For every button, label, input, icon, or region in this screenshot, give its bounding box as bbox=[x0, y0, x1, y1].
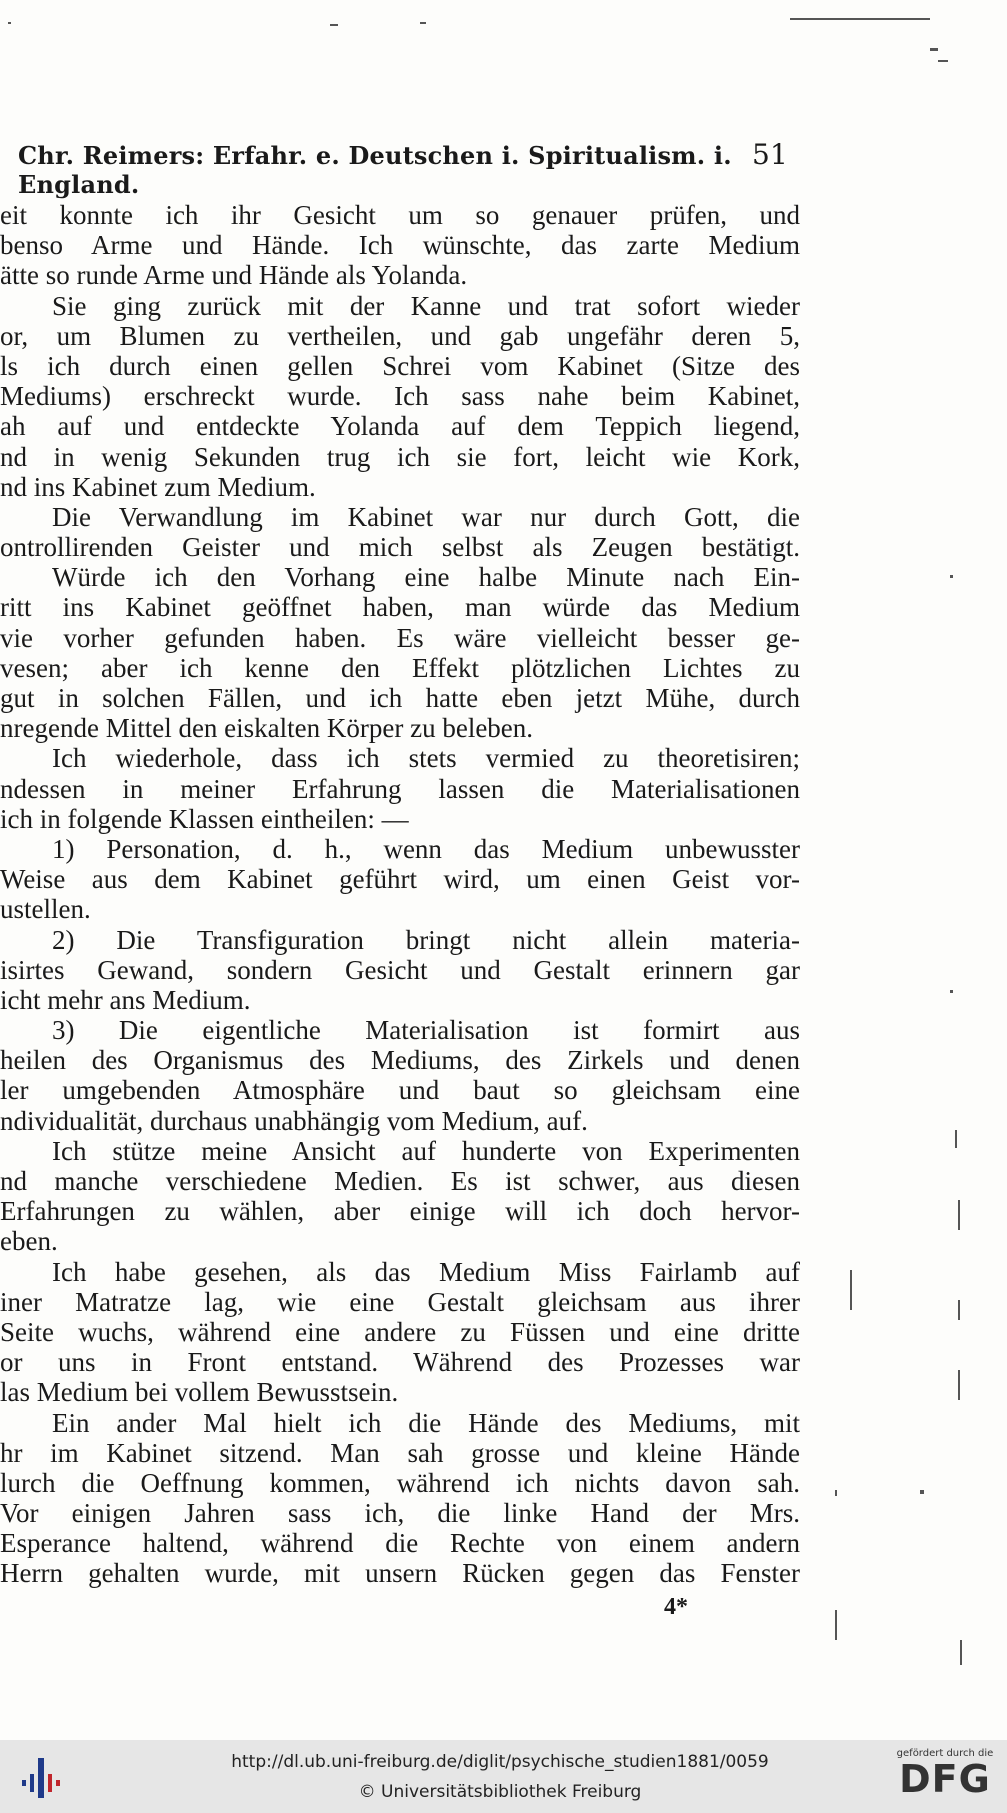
text-line: ndividualität, durchaus unabhängig vom Medium, auf. bbox=[0, 1105, 588, 1136]
dfg-wordmark: DFG bbox=[899, 1757, 991, 1801]
text-line: Sie ging zurück mit der Kanne und trat sofort wieder bbox=[52, 290, 800, 321]
text-line: nd manche verschiedene Medien. Es ist schwer, aus diesen bbox=[0, 1166, 800, 1196]
text-line: Ich wiederhole, dass ich stets vermied zu theoretisiren; bbox=[52, 743, 800, 774]
text-line: Vor einigen Jahren sass ich, die linke Hand der Mrs. bbox=[0, 1498, 800, 1529]
text-line: or uns in Front entstand. Während des Prozesses war bbox=[0, 1347, 800, 1378]
text-line: Ein ander Mal hielt ich die Hände des Mediums, mit bbox=[52, 1407, 800, 1438]
text-line: benso Arme und Hände. Ich wünschte, das zarte Medium bbox=[0, 230, 800, 261]
text-line: 2) Die Transfiguration bringt nicht allein materia- bbox=[52, 924, 800, 955]
text-line: or, um Blumen zu vertheilen, und gab ungefähr deren 5, bbox=[0, 320, 800, 351]
text-line: Seite wuchs, während eine andere zu Füssen und eine dritte bbox=[0, 1316, 800, 1347]
text-line: ätte so runde Arme und Hände als Yolanda. bbox=[0, 260, 468, 291]
text-line: ndessen in meiner Erfahrung lassen die Materialisationen bbox=[0, 773, 800, 804]
text-line: heilen des Organismus des Mediums, des Zirkels und denen bbox=[0, 1045, 800, 1076]
text-line: ontrollirenden Geister und mich selbst als Zeugen bestätigt. bbox=[0, 532, 800, 563]
text-line: ler umgebenden Atmosphäre und baut so gleichsam eine bbox=[0, 1075, 800, 1106]
text-line: isirtes Gewand, sondern Gesicht und Gestalt erinnern gar bbox=[0, 954, 800, 985]
text-line: Herrn gehalten wurde, mit unsern Rücken gegen das Fenster bbox=[0, 1558, 800, 1589]
text-line: lurch die Oeffnung kommen, während ich nichts davon sah. bbox=[0, 1467, 800, 1498]
text-line: nd ins Kabinet zum Medium. bbox=[0, 471, 316, 502]
source-url-link[interactable]: http://dl.ub.uni-freiburg.de/diglit/psychische_studien1881/0059 bbox=[231, 1752, 769, 1772]
text-line: Weise aus dem Kabinet geführt wird, um einen Geist vor- bbox=[0, 864, 800, 895]
text-line: ich in folgende Klassen eintheilen: — bbox=[0, 803, 409, 834]
dfg-funding-note: gefördert durch die bbox=[896, 1748, 994, 1759]
text-line: eit konnte ich ihr Gesicht um so genauer prüfen, und bbox=[0, 200, 800, 230]
page-number: 51 bbox=[751, 138, 788, 171]
text-line: icht mehr ans Medium. bbox=[0, 984, 251, 1015]
library-logo-icon bbox=[18, 1752, 68, 1802]
dfg-logo bbox=[890, 1748, 1000, 1799]
text-line: las Medium bei vollem Bewusstsein. bbox=[0, 1377, 399, 1408]
text-line: Ich stütze meine Ansicht auf hunderte von Experimenten bbox=[52, 1135, 800, 1166]
footer-bar bbox=[0, 1740, 1007, 1813]
text-line: nregende Mittel den eiskalten Körper zu beleben. bbox=[0, 713, 534, 744]
text-line: Ich habe gesehen, als das Medium Miss Fairlamb auf bbox=[52, 1256, 800, 1287]
text-line: Mediums) erschreckt wurde. Ich sass nahe beim Kabinet, bbox=[0, 381, 800, 412]
text-line: Die Verwandlung im Kabinet war nur durch Gott, die bbox=[52, 501, 800, 532]
text-line: 1) Personation, d. h., wenn das Medium unbewusster bbox=[52, 833, 800, 864]
text-line: ustellen. bbox=[0, 894, 91, 925]
text-line: vesen; aber ich kenne den Effekt plötzlichen Lichtes zu bbox=[0, 652, 800, 683]
text-line: hr im Kabinet sitzend. Man sah grosse und kleine Hände bbox=[0, 1437, 800, 1468]
text-body bbox=[0, 200, 800, 1589]
text-line: ls ich durch einen gellen Schrei vom Kabinet (Sitze des bbox=[0, 350, 800, 381]
text-line: Esperance haltend, während die Rechte von einem andern bbox=[0, 1528, 800, 1559]
copyright-text: © Universitätsbibliothek Freiburg bbox=[358, 1782, 642, 1802]
signature-mark: 4* bbox=[664, 1594, 688, 1620]
text-line: ritt ins Kabinet geöffnet haben, man würde das Medium bbox=[0, 592, 800, 623]
text-line: Erfahrungen zu wählen, aber einige will ich doch hervor- bbox=[0, 1196, 800, 1227]
text-line: ah auf und entdeckte Yolanda auf dem Teppich liegend, bbox=[0, 411, 800, 442]
text-line: Würde ich den Vorhang eine halbe Minute nach Ein- bbox=[52, 562, 800, 593]
running-header bbox=[18, 138, 788, 199]
text-line: vie vorher gefunden haben. Es wäre vielleicht besser ge- bbox=[0, 622, 800, 653]
text-line: gut in solchen Fällen, und ich hatte eben jetzt Mühe, durch bbox=[0, 683, 800, 713]
text-line: iner Matratze lag, wie eine Gestalt gleichsam aus ihrer bbox=[0, 1286, 800, 1317]
text-line: eben. bbox=[0, 1226, 58, 1257]
text-line: nd in wenig Sekunden trug ich sie fort, leicht wie Kork, bbox=[0, 441, 800, 472]
text-line: 3) Die eigentliche Materialisation ist formirt aus bbox=[52, 1015, 800, 1046]
running-title: Chr. Reimers: Erfahr. e. Deutschen i. Spiritualism. i. England. bbox=[18, 141, 732, 199]
